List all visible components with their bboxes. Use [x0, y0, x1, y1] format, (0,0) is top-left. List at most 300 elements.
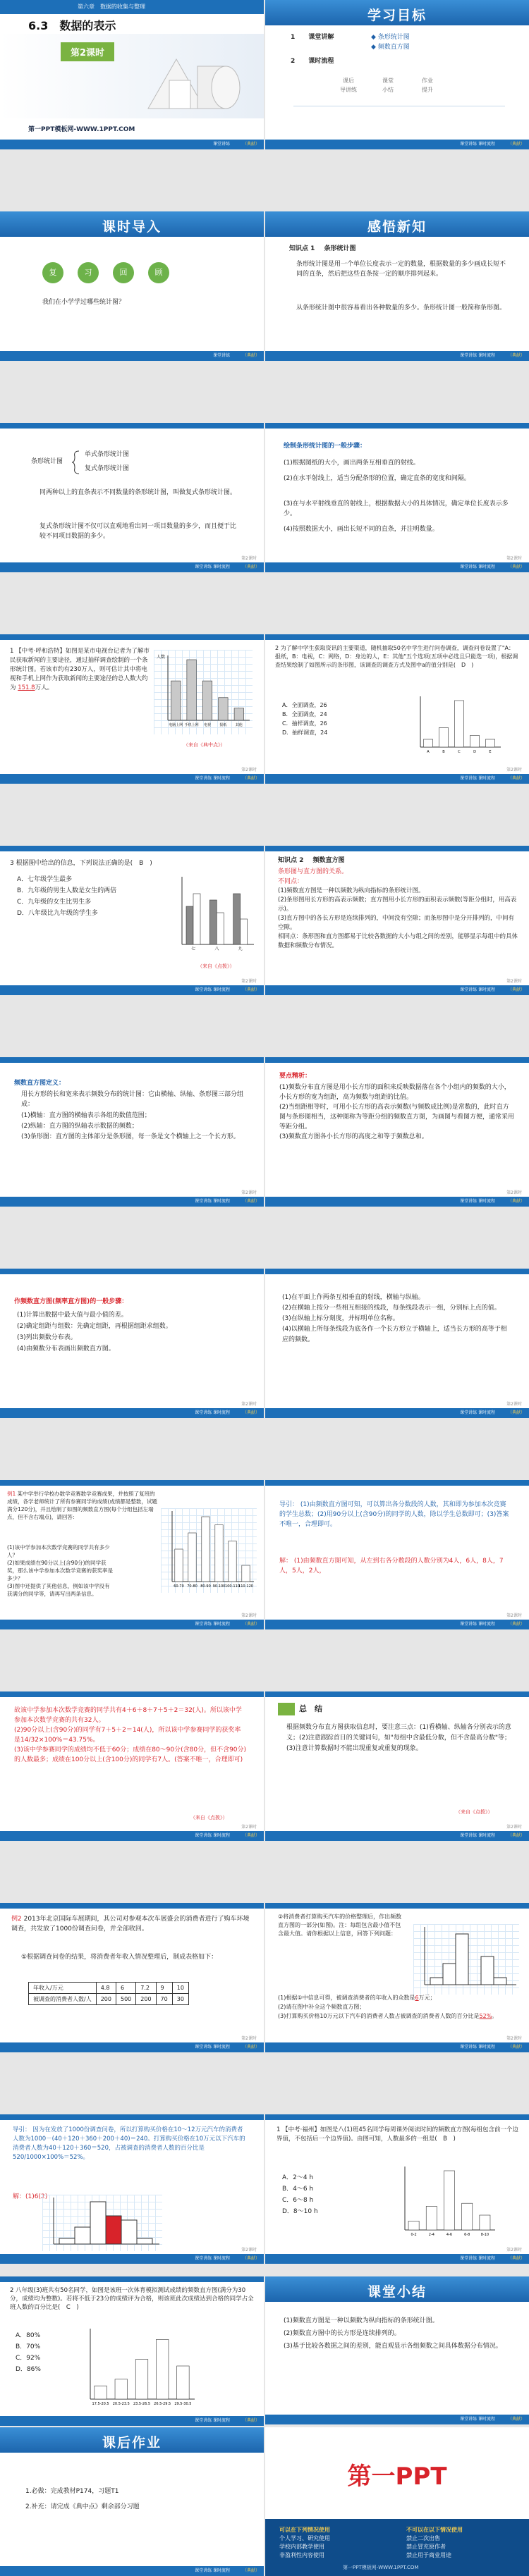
flow-label: 课后 [343, 78, 354, 84]
exercise-number: 1 [10, 648, 14, 655]
option: A．2～4 h [282, 2174, 314, 2181]
step: (3)列出频数分布表。 [17, 1334, 77, 1341]
bar-para-1: 同两种以上的直条表示不同数量的条形统计图，叫做复式条形统计图。 [39, 489, 237, 496]
objective-2-label: 课时流程 [308, 58, 334, 65]
footer-bar [265, 140, 529, 149]
footer-bar [265, 1620, 529, 1629]
usage-line: 禁止用于商业用途 [406, 2552, 451, 2558]
option: A．七年级学生最多 [17, 876, 73, 883]
kp-name: 频数直方图 [312, 857, 345, 864]
bar-110-120 [242, 1565, 250, 1582]
bar-60-70 [175, 1549, 183, 1582]
objective-sub-label: 频数直方图 [377, 44, 410, 51]
q3-unit: 。 [492, 2013, 498, 2019]
usage-line: 个人学习、研究使用 [279, 2535, 330, 2541]
footer-label: 课堂讲练 课时流程 [460, 2045, 495, 2050]
exercise-body: 【中考·呼和浩特】如图是某市电视台记者为了解市民获取新闻的主要途径，通过抽样调查绘制的一个条形统计图。若该市约有230万人，则可估计其中将电视和手机上网作为获取新闻的主要途径的总人数大约为 [10, 648, 150, 691]
footer-bar [265, 1831, 529, 1841]
table-row [29, 1994, 189, 2005]
chart-s20 [413, 1924, 519, 1995]
q3 [278, 2011, 518, 2021]
tick-label: 23.5-26.5 [133, 2402, 151, 2406]
footer-bar [0, 1408, 264, 1418]
slide-example-2 [0, 1903, 264, 2052]
footer-source: （典献） [507, 987, 525, 992]
footer-bar [265, 985, 529, 995]
guide-label: 导引： [13, 2126, 31, 2133]
draw-point: (2)在横轴上按分一些相互相接的线段，每条线段表示一组，分别标上点的值。 [282, 1305, 501, 1312]
chapter-header: 第六章 数据的收集与整理 [78, 4, 145, 10]
bar-2-4 [426, 2206, 437, 2230]
example-label: 例2 [11, 1916, 22, 1923]
review-circle: 复 [42, 262, 63, 283]
footer-source: （典献） [507, 142, 525, 147]
footer-bar [0, 2566, 264, 2576]
footer-label: 课堂讲练 课时流程 [460, 142, 495, 147]
footer-bar [0, 562, 264, 572]
bar-26.5-29.5 [156, 2339, 169, 2399]
top-bar [0, 1057, 264, 1063]
top-bar [0, 1480, 264, 1486]
kp-name: 条形统计图 [324, 245, 356, 252]
bar-手机上网 [187, 660, 196, 720]
chart-s7 [154, 650, 253, 734]
objective-sub-label: 条形统计图 [377, 34, 410, 41]
top-bar [265, 2114, 529, 2120]
option: D．86% [16, 2366, 41, 2373]
bar [59, 2238, 75, 2244]
def-item: (2)纵轴：直方图的纵轴表示数据的频数； [21, 1123, 138, 1130]
page-number: 第2课时 [241, 1825, 257, 1830]
top-bar [0, 423, 264, 429]
option-list [282, 701, 327, 737]
banner-title: 课后作业 [102, 2435, 162, 2451]
brand-site: 第一PPT模板网-WWW.1PPT.COM [343, 2565, 419, 2570]
answer-line: (3)该中学参赛同学的成绩均不低于60分；成绩在80～90分(含80分，但不含90分)的人数最多；成绩在100分以上(含100分)的同学有7人。(答案不唯一，合理即可) [14, 1746, 247, 1763]
footer-source: （典献） [507, 353, 525, 358]
page-number: 第2课时 [506, 768, 522, 772]
example-label: 例1 [7, 1491, 16, 1497]
flow-label: 小结 [382, 87, 394, 93]
page-number: 第2课时 [506, 1402, 522, 1407]
bar-type-2: 复式条形统计图 [85, 465, 130, 472]
slide-homework [0, 2427, 264, 2576]
example-body: 某中学举行学校办数学竞赛数学竞赛成果，并按照了复班的成绩，各学老师统计了所有参赛同学的成绩(成绩都是整数，试题满分120分)，并且绘制了如图的频数直方图(每个分组包括左端点，但不含右端点)，请回答： [7, 1491, 157, 1520]
option: D．8～10 h [282, 2208, 318, 2215]
kp-paragraph-2: 从条形统计图中很容易看出各种数量的多少。条形统计图一般简称条形图。 [296, 304, 506, 312]
slide-example-2-questions [265, 1903, 529, 2052]
answer-lines [14, 1706, 247, 1765]
banner [0, 211, 264, 237]
footer-label: 课堂讲练 [212, 142, 230, 147]
summary-point: (3)基于比较各数据之间的差别，能直观显示各组频数之间具体数据分布情况。 [284, 2343, 502, 2350]
step: (1)计算出数据中最大值与最小值的差。 [17, 1312, 128, 1319]
def-body: 用长方形的长和宽来表示频数分布的统计图：它由横轴、纵轴、条形图三部分组成： [21, 1091, 244, 1108]
tick-label: 17.5-20.5 [92, 2402, 109, 2406]
footer-bar [265, 2254, 529, 2264]
slide-exercise-3 [0, 846, 264, 995]
usage-heading: 不可以在以下情况使用 [406, 2527, 463, 2533]
top-bar [265, 423, 529, 429]
tick-label: 29.5-30.5 [174, 2402, 192, 2406]
bar-17.5-20.5 [95, 2386, 107, 2399]
option: B．全面调查，24 [282, 711, 327, 717]
tick-label: B [442, 750, 445, 754]
footer-label: 课堂讲练 课时流程 [460, 353, 495, 358]
footer-label: 课堂讲练 课时流程 [460, 2256, 495, 2261]
slide-key-points [265, 1057, 529, 1207]
q1-unit: 万元； [418, 1995, 436, 2001]
footer-source: （典献） [242, 1622, 260, 1627]
slide-bar-types [0, 423, 264, 572]
example-body: 2013年北京国际车展期间，其公司对参观本次车展盛会的消费者进行了购车环境调查，共发放了1000份调查问卷，并全部收回。 [11, 1916, 250, 1933]
slide-histogram-def [0, 1057, 264, 1207]
steps-list [17, 1309, 243, 1355]
y-axis-label: 人数 [157, 655, 166, 660]
bar-type-1: 单式条形统计图 [85, 451, 130, 458]
footer-bar [0, 1197, 264, 1207]
def-item: (1)横轴：直方图的横轴表示各组的数值范围； [21, 1112, 151, 1119]
usage-line: 禁止冒充原作者 [406, 2544, 446, 2550]
tick-label: 6-8 [464, 2233, 470, 2237]
tick-label: 90-100 [212, 1584, 226, 1589]
key-point: (3)频数直方图各小长方形的高度之和等于频数总和。 [279, 1133, 428, 1140]
bar-B [439, 728, 448, 748]
objective-1-sub-1: ◆ 条形统计图 [371, 34, 410, 41]
usage-allowed [279, 2526, 330, 2560]
option: C．6～8 h [282, 2197, 314, 2204]
bar-70-80 [188, 1533, 196, 1582]
footer-source: （典献） [507, 2045, 525, 2050]
bar-para-2: 复式条形统计图不仅可以直观地看出同一项目数量的多少，而且便于比较不同项目数据的多少。 [39, 523, 237, 540]
exercise-number: 1 [276, 2126, 281, 2133]
summary-point: (2)频数直方图中的长方形是连续排列的。 [284, 2330, 401, 2337]
banner [265, 211, 529, 237]
exercise-body: 根据图中给出的信息，下列说法正确的是( B ) [16, 860, 152, 867]
source-note: （来自《点拨》） [190, 1815, 228, 1820]
summary-text: 根据频数分布直方图获取信息时，要注意三点：(1)看横轴、纵轴各分别表示的意义；(2)注意跟踪首日的关键词句，如"每组中含最低分数，但不含最高分数"等；(3)注意计算数据时不能出现重复或重复的现象。 [286, 1724, 511, 1752]
bar [456, 1934, 468, 1985]
footer-bar [265, 774, 529, 784]
footer-label: 课堂讲练 课时流程 [195, 2568, 230, 2573]
slide-exercise-2 [265, 634, 529, 784]
slide-objectives [265, 0, 529, 149]
summary-title: 总 结 [299, 1704, 322, 1713]
bar-23.5-26.5 [135, 2360, 148, 2399]
footer-label: 课堂讲练 课时流程 [460, 2417, 495, 2422]
example-question: (3)图中还提供了其他信息，例如该中学没有获满分的同学等，请再写出两条信息。 [7, 1583, 110, 1597]
option: A．80% [16, 2332, 41, 2339]
footer-label: 课堂讲练 课时流程 [195, 1199, 230, 1204]
page-number: 第2课时 [241, 1402, 257, 1407]
answer-line: 故该中学参加本次数学竞赛的同学共有4＋6＋8＋7＋5＋2＝32(人)。所以该中学参加本次数学竞赛的共有32人。 [14, 1707, 242, 1724]
table-header-cell: 6 [116, 1983, 135, 1994]
intro-question: 我们在小学学过哪些统计图？ [42, 299, 126, 306]
footer-bar [0, 1620, 264, 1629]
table-cell: 被调查的消费者人数/人 [29, 1994, 97, 2005]
bar-电视 [202, 681, 212, 720]
chart-s9 [169, 874, 257, 959]
exercise-body: 八年级(3)班共有50名同学，如图是该班一次体育模拟测试成绩的频数直方图(满分为30分，成绩均为整数)。若将不低于23分的成绩评为合格，则该班此次成绩达到合格的同学占全班人数的百分比是( C ) [10, 2287, 254, 2311]
def-items [21, 1111, 247, 1142]
brace-icon [71, 450, 80, 475]
top-bar [265, 1480, 529, 1486]
source-note: （来自《典中点》） [183, 742, 226, 748]
hero-area [0, 34, 264, 118]
page-number: 第2课时 [241, 2036, 257, 2041]
exercise-text [10, 858, 254, 868]
footer-source: （典献） [242, 142, 260, 147]
tick-label: 九 [238, 947, 243, 951]
footer-bar [265, 562, 529, 572]
key-points [279, 1083, 515, 1142]
tick-label: E [489, 750, 492, 754]
summary-points [284, 2315, 516, 2353]
answer-text [279, 1556, 512, 1576]
bar [430, 1978, 443, 1985]
slide-histogram-knowledge [265, 846, 529, 995]
footer-source: （典献） [507, 776, 525, 781]
review-circle: 习 [78, 262, 99, 283]
footer-source: （典献） [507, 1622, 525, 1627]
top-bar [0, 1269, 264, 1274]
q3-text: (3)打算购买价格10万元以下汽车的消费者人数占被调查的消费者人数的百分比是 [278, 2013, 480, 2019]
footer-bar [0, 2254, 264, 2264]
footer-source: （典献） [507, 2256, 525, 2261]
brand-top [265, 2427, 529, 2519]
objective-2 [291, 56, 334, 66]
bar-29.5-30.5 [177, 2366, 190, 2399]
kp-point: (1)频数直方图是一种以频数为纵向指标的条形统计图。 [278, 887, 425, 894]
draw-point: (1)在平面上作两条互相垂直的射线，横轴与纵轴。 [282, 1294, 425, 1301]
top-bar [265, 846, 529, 851]
step: (2)确定组距与组数：先确定组距，再根据组距求组数。 [17, 1323, 172, 1330]
bar [443, 1964, 456, 1985]
bar-chart-label: 条形统计图 [31, 458, 63, 465]
page-number: 第2课时 [241, 2248, 257, 2253]
footer-source: （典献） [507, 1410, 525, 1415]
page-number: 第2课时 [506, 2036, 522, 2041]
q-block [278, 1993, 518, 2021]
footer-label: 课堂讲练 课时流程 [460, 987, 495, 992]
top-bar [0, 1903, 264, 1909]
slide-branding [265, 2427, 529, 2576]
step-1: (1)根据图纸的大小，画出两条互相垂直的射线。 [284, 460, 420, 467]
chart-s21 [42, 2195, 162, 2251]
footer-source: （典献） [242, 2045, 260, 2050]
kp-point: (2)条形图用长方形的高表示频数；直方图用小长方形的面积表示频数(等距分组时，用高表示)。 [278, 896, 517, 913]
kp-points [278, 887, 518, 951]
bar [137, 2238, 152, 2244]
top-bar [265, 1057, 529, 1063]
page-title: 6.3 数据的表示 [28, 19, 116, 32]
guide-label: 导引： [279, 1501, 299, 1508]
footer-bar [0, 351, 264, 361]
key-point: (2)当组距相等时，可用小长方形的高表示频数(与频数成比例)是常数的，此时直方图与条形图相当，这种图称为等距分组的频数直方图，为画图与看图方便，通常采用等距分组。 [279, 1104, 515, 1130]
footer-label: 课堂讲练 课时流程 [195, 565, 230, 569]
table-header-cell: 7.2 [136, 1983, 156, 1994]
footer-label: 课堂讲练 [212, 353, 230, 358]
income-table [28, 1982, 189, 2005]
slide-exercise-1 [0, 634, 264, 784]
tick-label: 110-120 [238, 1584, 253, 1589]
bar-电脑上网 [171, 681, 180, 720]
bar [481, 1956, 494, 1985]
review-circle: 顾 [148, 262, 169, 283]
example-text [7, 1490, 158, 1521]
tick-label: A [427, 750, 430, 754]
example-q1: ①根据调查问卷的结果，将消费者年收入情况整理后，制成表格如下： [21, 1954, 218, 1961]
slide-practice-1 [265, 2114, 529, 2264]
slide-new-knowledge [265, 211, 529, 361]
draw-point: (4)以横轴上所每条线段为底各作一个长方形立于横轴上，适当长方形的高等于相应的频数。 [282, 1326, 507, 1343]
slide-example-1-guide [265, 1480, 529, 1629]
exercise-number: 2 [10, 2287, 14, 2294]
footer-label: 课堂讲练 课时流程 [195, 776, 230, 781]
option: D．抽样调查，24 [282, 729, 328, 736]
bar-90-100 [215, 1525, 223, 1582]
footer-label: 课堂讲练 课时流程 [195, 2045, 230, 2050]
q3-answer: 52% [479, 2013, 492, 2019]
usage-line: 禁止二次出售 [406, 2535, 440, 2541]
flow-label: 作业 [422, 78, 433, 84]
bar-80-90 [202, 1517, 209, 1582]
option-list [16, 2330, 41, 2375]
example-questions [7, 1543, 113, 1598]
option: A．全面调查，26 [282, 702, 327, 708]
table-header-cell: 4.8 [96, 1983, 116, 1994]
knowledge-point [278, 856, 345, 865]
footer-bar [265, 351, 529, 361]
bar-七-男生 [186, 906, 193, 944]
homework-item: 1.必做：完成教材P174，习题T1 [25, 2488, 119, 2495]
option: C．九年级的女生比男生多 [17, 899, 92, 906]
footer-label: 课堂讲练 课时流程 [460, 1622, 495, 1627]
tick-label: 80-90 [200, 1584, 211, 1589]
kp-point: 相同点：条形图和直方图都易于比较各数据的大小与组之间的差别，能够显示每组中的具体数据和频数分布情况。 [278, 933, 518, 949]
footer-source: （典献） [507, 1199, 525, 1204]
tick-label: D [473, 750, 476, 754]
footer-source: （典献） [242, 1833, 260, 1838]
summary-icon [278, 1703, 295, 1715]
chart-s15 [161, 1508, 257, 1593]
top-bar [265, 1269, 529, 1274]
slide-practice-2 [0, 2276, 264, 2426]
footer-label: 课堂讲练 课时流程 [460, 776, 495, 781]
site-label: 第一PPT模板网-WWW.1PPT.COM [28, 126, 135, 133]
bar-20.5-23.5 [115, 2379, 128, 2399]
banner-title: 课堂小结 [367, 2284, 427, 2300]
bar-报纸 [219, 698, 228, 720]
page-number: 第2课时 [241, 1613, 257, 1618]
top-bar [0, 2276, 264, 2282]
footer-source: （典献） [507, 2417, 525, 2422]
kp-number: 知识点 1 [289, 245, 315, 252]
banner [0, 2427, 264, 2453]
steps-heading: 绘制条形统计图的一般步骤： [284, 443, 367, 450]
flow-label: 导讲练 [340, 87, 357, 93]
footer-bar [0, 1831, 264, 1841]
objective-1-label: 课堂讲解 [308, 34, 334, 41]
exercise-answer: 151.8 [18, 684, 35, 691]
q2: (2)请在图中补全这个频数直方图； [278, 2004, 365, 2010]
table-header-cell: 年收入/万元 [29, 1983, 97, 1994]
bar [75, 2227, 90, 2244]
footer-label: 课堂讲练 课时流程 [195, 1622, 230, 1627]
page-number: 第2课时 [506, 1825, 522, 1830]
footer-bar [265, 2042, 529, 2052]
bar [121, 2220, 137, 2244]
footer-source: （典献） [507, 1833, 525, 1838]
tick-label: 手机上网 [184, 723, 199, 727]
slide-example-1 [0, 1480, 264, 1629]
kp-subhead: 不同点： [278, 878, 304, 885]
example-text [11, 1914, 251, 1934]
page-number: 第2课时 [506, 2248, 522, 2253]
guide-text [13, 2126, 245, 2162]
objective-1-num: 1 [291, 34, 296, 41]
step: (4)由频数分布表画出频数直方图。 [17, 1345, 115, 1352]
table-cell: 500 [116, 1994, 135, 2005]
top-bar [0, 1691, 264, 1697]
step-3: (3)在与水平射线垂直的射线上，根据数据大小的具体情况，确定单位长度表示多少。 [284, 500, 509, 517]
table-header-cell: 9 [156, 1983, 172, 1994]
banner [265, 0, 529, 25]
page-number: 第2课时 [241, 1190, 257, 1195]
bar-A [423, 739, 432, 747]
table-cell: 200 [136, 1994, 156, 2005]
bar [106, 2216, 121, 2244]
banner [265, 2276, 529, 2302]
option: C．抽样调查，26 [282, 720, 327, 727]
footer-source: （典献） [242, 2568, 260, 2573]
chart-s8 [406, 694, 505, 757]
footer-bar [0, 985, 264, 995]
step-2: (2)在水平射线上，适当分配条形的位置，确定直条的宽度和间隔。 [284, 475, 470, 482]
footer-bar [265, 1197, 529, 1207]
tick-label: 70-80 [187, 1584, 197, 1589]
objective-2-num: 2 [291, 58, 296, 65]
bar-100-110 [229, 1541, 236, 1582]
bar-C [454, 701, 463, 747]
exercise-body: 【中考·福州】如图是八(1)班45名同学每周课外阅读时间的频数直方图(每组包含前一个边界值，不包括后一个边界值)。由图可知，人数最多的一组是( B ) [276, 2126, 519, 2143]
q1-text: (1)根据①中信息可得，被调查消费者的年收入的众数是 [278, 1995, 415, 2001]
page-number: 第2课时 [241, 768, 257, 772]
bar [90, 2202, 106, 2244]
tick-label: 八 [214, 947, 219, 951]
option: B．70% [16, 2343, 41, 2350]
bar-其他 [234, 708, 243, 720]
tick-label: 100-110 [225, 1584, 240, 1589]
guide-text [279, 1500, 512, 1529]
usage-line: 学校内部教学使用 [279, 2544, 324, 2550]
top-bar [265, 1903, 529, 1909]
footer-source: （典献） [242, 1410, 260, 1415]
kp-paragraph-1: 条形统计图是用一个单位长度表示一定的数量，根据数量的多少画成长短不同的直条，然后把这些直条按一定的顺序排列起来。 [296, 261, 506, 278]
bar-七-女生 [193, 894, 200, 944]
tick-label: 26.5-29.5 [154, 2402, 171, 2406]
kp-number: 知识点 2 [278, 857, 304, 864]
tick-label: 七 [190, 947, 196, 951]
q1 [278, 1993, 518, 2002]
summary-point: (1)频数直方图是一种以频数为纵向指标的条形统计图。 [284, 2317, 439, 2324]
option: B．九年级的男生人数是女生的两倍 [17, 887, 117, 894]
footer-bar [265, 2415, 529, 2424]
tick-label: 电脑上网 [169, 723, 183, 727]
example-question: (2)如果成绩在90分以上(含90分)的同学获奖，那么该中学参加本次数学竞赛的获奖率是多少？ [7, 1560, 113, 1582]
bar-E [485, 739, 494, 747]
exercise-text [275, 644, 519, 670]
